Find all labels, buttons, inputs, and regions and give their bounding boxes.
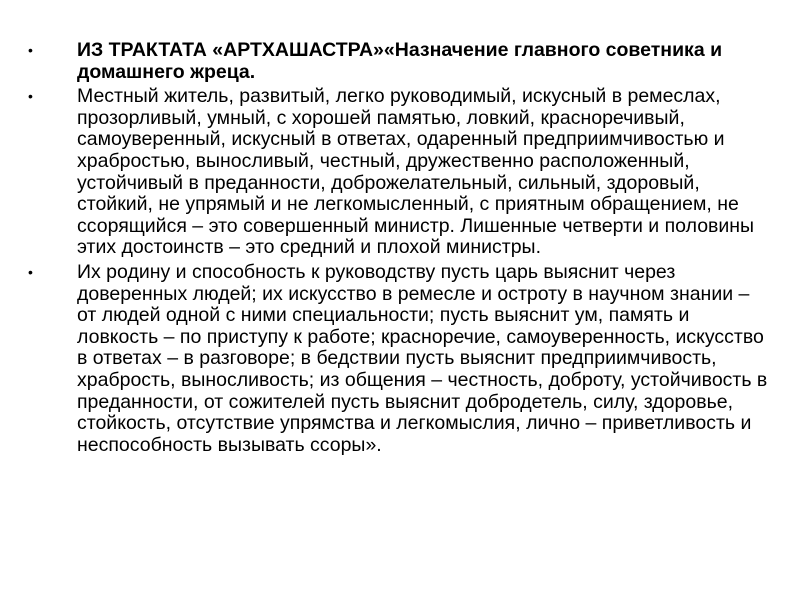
bullet-icon: •: [28, 42, 33, 58]
bullet-item-minister-qualities: [28, 86, 768, 259]
bullet-text: ИЗ ТРАКТАТА «АРТХАШАСТРА»«Назначение главного советника и домашнего жреца.: [77, 39, 723, 83]
bullet-item-title: [28, 40, 768, 83]
bullet-list: [28, 40, 768, 459]
bullet-icon: •: [28, 88, 33, 105]
bullet-text: Местный житель, развитый, легко руководимый, искусный в ремеслах, прозорливый, умный, с хорошей памятью, ловкий, красноречивый, самоуверенный, искусный в ответах, одаренный предприимчивостью и храбростью, выносливый, честный, дружественно расположенный, устойчивый в преданности, доброжелательный, сильный, здоровый, стойкий, не упрямый и не легкомысленный, с приятным обращением, не ссорящийся – это совершенный министр. Лишенные четверти и половины этих достоинств – это средний и плохой министры.: [77, 85, 755, 259]
bullet-text: Их родину и способность к руководству пусть царь выяснит через доверенных людей; их искусство в ремесле и остроту в научном знании – от людей одной с ними специальности; пусть выяснит ум, память и ловкость – по приступу к работе; красноречие, самоуверенность, искусство в ответах – в разговоре; в бедствии пусть выяснит предприимчивость, храбрость, выносливость; из общения – честность, доброту, устойчивость в преданности, от сожителей пусть выяснит добродетель, силу, здоровье, стойкость, отсутствие упрямства и легкомыслия, лично – приветливость и неспособность вызывать ссоры».: [77, 260, 768, 456]
bullet-item-verification: [28, 262, 768, 456]
bullet-icon: •: [28, 263, 33, 280]
